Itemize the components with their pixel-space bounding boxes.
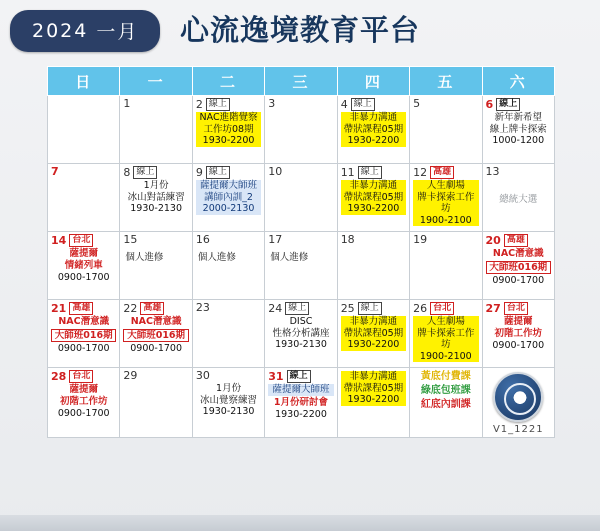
calendar-event[interactable] — [486, 248, 551, 260]
calendar-day-cell[interactable] — [410, 96, 482, 164]
event-line: 薩提爾 — [504, 316, 533, 327]
calendar-event[interactable] — [486, 275, 551, 287]
event-line: DISC — [289, 316, 313, 327]
event-line: 1900-2100 — [419, 350, 472, 362]
event-line: 個人進修 — [270, 252, 309, 263]
calendar-event[interactable] — [413, 180, 478, 226]
calendar-event[interactable] — [341, 180, 406, 215]
event-line: 性格分析講座 — [272, 327, 330, 339]
calendar-event[interactable] — [486, 340, 551, 352]
calendar-day-cell[interactable] — [337, 164, 409, 232]
calendar-event[interactable] — [123, 180, 188, 215]
event-line: NAC進階覺察 — [199, 112, 258, 123]
calendar-event[interactable] — [268, 316, 333, 351]
calendar-day-cell[interactable] — [265, 96, 337, 164]
event-line: 1930-2200 — [347, 203, 400, 214]
day-number — [268, 370, 333, 383]
calendar-day-cell[interactable] — [48, 96, 120, 164]
day-number-text: 3 — [268, 97, 276, 110]
event-line: 新年新希望 — [494, 112, 543, 123]
day-number — [123, 302, 188, 315]
day-tag-badge: 線上 — [285, 302, 309, 315]
calendar-day-cell[interactable] — [410, 368, 482, 438]
calendar-event[interactable] — [413, 316, 478, 362]
day-number-text: 8 — [123, 165, 131, 179]
day-number-text: 20 — [485, 233, 501, 247]
day-number-text: 5 — [413, 97, 421, 110]
event-line: 個人進修 — [125, 252, 164, 263]
weekday-mon: 一 — [120, 67, 192, 96]
day-number-text: 29 — [123, 369, 138, 382]
calendar-week-row — [48, 368, 555, 438]
day-number-text: 6 — [485, 97, 494, 111]
version-code: V1_1221 — [492, 424, 544, 435]
event-line: 0900-1700 — [492, 275, 545, 286]
event-line: 0900-1700 — [130, 343, 183, 354]
calendar-event[interactable] — [51, 384, 116, 407]
day-number — [51, 370, 116, 383]
event-line: 個人進修 — [197, 252, 236, 263]
event-line: 人生劇場 — [426, 316, 465, 327]
day-tag-badge: 台北 — [504, 302, 528, 315]
event-line: 1月份 — [143, 180, 169, 191]
event-line: 帶狀課程05期 — [343, 382, 404, 394]
calendar-day-cell[interactable] — [48, 232, 120, 300]
calendar-day-cell[interactable] — [265, 232, 337, 300]
day-number — [51, 234, 116, 247]
event-line: 冰山對話練習 — [127, 191, 185, 203]
event-line: 線上牌卡探索 — [489, 123, 547, 135]
event-line: 0900-1700 — [57, 272, 110, 283]
day-tag-badge: 高雄 — [140, 302, 164, 315]
event-line: 0900-1700 — [57, 408, 110, 419]
calendar-event[interactable] — [341, 112, 406, 147]
event-line: 帶狀課程05期 — [343, 191, 404, 203]
calendar-day-cell[interactable] — [192, 368, 264, 438]
day-tag-badge: 線上 — [358, 166, 382, 179]
month-label: 一月 — [96, 21, 139, 43]
calendar-event[interactable] — [51, 329, 116, 343]
calendar-event[interactable] — [268, 384, 333, 396]
calendar-day-cell[interactable] — [120, 300, 192, 368]
day-number — [413, 98, 478, 110]
calendar-event[interactable] — [123, 316, 188, 328]
event-line: 非暴力溝通 — [349, 180, 398, 191]
calendar-event[interactable] — [341, 316, 406, 351]
day-number-text: 10 — [268, 165, 283, 178]
calendar-week-row — [48, 300, 555, 368]
day-number — [486, 302, 551, 315]
event-line: 非暴力溝通 — [349, 112, 398, 123]
calendar-event[interactable] — [341, 371, 406, 406]
event-line: 帶狀課程05期 — [343, 123, 404, 135]
day-tag-badge: 高雄 — [504, 234, 528, 247]
day-number-text: 14 — [51, 233, 67, 247]
calendar-day-cell[interactable] — [410, 164, 482, 232]
event-line: 薩提爾 — [69, 248, 98, 259]
calendar-event[interactable] — [51, 272, 116, 284]
day-number-text: 31 — [268, 369, 284, 383]
day-tag-badge: 線上 — [496, 98, 520, 111]
calendar-week-row — [48, 164, 555, 232]
event-line: 1930-2130 — [275, 339, 327, 350]
event-line: 非暴力溝通 — [349, 316, 398, 327]
calendar-day-cell[interactable] — [265, 300, 337, 368]
calendar-event[interactable] — [486, 112, 551, 147]
day-number-text: 30 — [195, 369, 210, 382]
calendar-event[interactable] — [51, 408, 116, 420]
day-tag-badge: 線上 — [287, 370, 311, 383]
calendar-day-cell[interactable] — [192, 232, 264, 300]
calendar-event[interactable] — [51, 248, 116, 271]
event-line: 講師內訓_2 — [204, 191, 253, 203]
event-line: 1930-2200 — [347, 394, 400, 405]
day-number — [123, 234, 188, 246]
calendar-event[interactable] — [196, 252, 261, 264]
day-number-text: 22 — [123, 301, 138, 315]
event-line: 人生劇場 — [426, 180, 465, 191]
day-tag-badge: 台北 — [69, 370, 93, 383]
event-line: 0900-1700 — [492, 340, 545, 351]
event-line: 1930-2200 — [275, 409, 327, 420]
event-line: 1930-2130 — [202, 406, 255, 417]
calendar-day-cell[interactable] — [410, 232, 482, 300]
day-number-text: 23 — [195, 301, 210, 314]
day-number — [413, 166, 478, 179]
calendar-day-cell[interactable] — [482, 96, 554, 164]
calendar-day-cell[interactable] — [48, 164, 120, 232]
calendar-week-row — [48, 232, 555, 300]
calendar-day-cell[interactable] — [120, 232, 192, 300]
calendar-event[interactable] — [51, 343, 116, 355]
calendar-day-cell[interactable] — [337, 232, 409, 300]
calendar-table — [47, 66, 555, 438]
day-number — [341, 98, 406, 111]
day-number — [196, 302, 261, 314]
event-line: 1930-2200 — [202, 135, 255, 146]
day-tag-badge: 線上 — [206, 166, 230, 179]
event-line: 總統大選 — [499, 194, 538, 205]
day-number-text: 24 — [268, 301, 283, 315]
event-line: 1930-2200 — [347, 339, 400, 350]
day-number-text: 27 — [485, 301, 501, 315]
calendar-day-cell[interactable] — [120, 96, 192, 164]
calendar-day-cell[interactable] — [337, 300, 409, 368]
event-line: 2000-2130 — [202, 203, 255, 214]
weekday-header-row — [48, 67, 555, 96]
year-label: 2024 — [32, 19, 89, 42]
legend-group: 綠底包班課 — [420, 385, 471, 396]
day-number-text: 12 — [413, 165, 428, 179]
event-line: 1月份研討會 — [273, 396, 329, 408]
calendar-day-cell[interactable] — [120, 164, 192, 232]
day-number — [268, 302, 333, 315]
calendar-event[interactable] — [51, 316, 116, 328]
weekday-sat: 六 — [482, 67, 554, 96]
event-line: 情緒列車 — [64, 259, 103, 271]
day-number-text: 4 — [340, 97, 348, 111]
calendar-day-cell[interactable] — [482, 164, 554, 232]
event-line: 薩提爾 — [69, 384, 98, 395]
calendar-event[interactable] — [123, 329, 188, 343]
event-line: 非暴力溝通 — [349, 371, 398, 382]
day-number-text: 26 — [413, 301, 428, 315]
calendar-event[interactable] — [196, 180, 261, 215]
day-number — [341, 234, 406, 246]
day-number — [268, 98, 333, 110]
calendar-day-cell[interactable] — [192, 96, 264, 164]
day-tag-badge: 高雄 — [69, 302, 93, 315]
day-number-text: 7 — [51, 165, 59, 178]
event-line: 工作坊08期 — [203, 123, 254, 135]
day-tag-badge: 線上 — [133, 166, 157, 179]
day-tag-badge: 台北 — [69, 234, 93, 247]
calendar-day-cell[interactable] — [265, 368, 337, 438]
day-tag-badge: 線上 — [206, 98, 230, 111]
day-number-text: 19 — [413, 233, 428, 246]
day-number — [196, 166, 261, 179]
day-tag-badge: 線上 — [358, 302, 382, 315]
event-line: 牌卡探索工作坊 — [417, 191, 475, 214]
event-line: 1900-2100 — [419, 214, 472, 226]
day-number — [268, 166, 333, 178]
event-line: 初階工作坊 — [494, 327, 543, 339]
calendar-event[interactable] — [268, 252, 333, 264]
calendar-event[interactable] — [268, 397, 333, 409]
event-line: 薩提爾大師班 — [200, 180, 258, 191]
calendar-event[interactable] — [268, 409, 333, 421]
calendar-day-cell[interactable] — [410, 300, 482, 368]
weekday-tue: 二 — [192, 67, 264, 96]
calendar-event[interactable] — [486, 194, 551, 206]
calendar-event[interactable] — [486, 316, 551, 339]
day-number — [51, 166, 116, 178]
calendar-day-cell[interactable] — [48, 368, 120, 438]
event-line: 1月份 — [216, 383, 242, 394]
calendar-body — [48, 96, 555, 438]
day-number — [123, 98, 188, 110]
legend-internal: 紅底內訓課 — [420, 399, 471, 410]
day-number-text: 18 — [340, 233, 355, 246]
day-number — [196, 98, 261, 111]
legend-paid: 黃底付費課 — [420, 371, 471, 382]
day-number — [341, 166, 406, 179]
day-tag-badge: 高雄 — [430, 166, 454, 179]
page-header — [0, 0, 600, 58]
event-line: NAC潛意識 — [58, 316, 110, 327]
event-line: NAC潛意識 — [492, 248, 544, 259]
calendar-day-cell[interactable] — [192, 164, 264, 232]
organization-seal-icon — [493, 372, 543, 422]
calendar-day-cell[interactable] — [120, 368, 192, 438]
day-number — [196, 234, 261, 246]
event-line: 1000-1200 — [492, 135, 545, 146]
calendar-day-cell[interactable] — [337, 96, 409, 164]
day-number — [486, 98, 551, 111]
day-number — [268, 234, 333, 246]
day-number-text: 17 — [268, 233, 283, 246]
day-number — [341, 302, 406, 315]
calendar-event[interactable] — [123, 343, 188, 355]
event-line: 1930-2200 — [347, 135, 400, 146]
page-title: 心流逸境教育平台 — [179, 13, 420, 47]
event-line: NAC潛意識 — [130, 316, 182, 327]
day-number-text: 11 — [340, 165, 355, 179]
calendar-day-cell[interactable] — [337, 368, 409, 438]
legend-note — [413, 370, 478, 412]
day-number-text: 2 — [195, 97, 203, 111]
day-number — [413, 302, 478, 315]
day-number — [51, 302, 116, 315]
event-line: 大師班016期 — [127, 329, 186, 341]
event-line: 1930-2130 — [130, 203, 183, 214]
calendar-day-cell[interactable] — [482, 232, 554, 300]
day-number-text: 28 — [51, 369, 67, 383]
day-number — [123, 166, 188, 179]
weekday-sun: 日 — [48, 67, 120, 96]
day-number — [196, 370, 261, 382]
day-number-text: 1 — [123, 97, 131, 110]
event-line: 初階工作坊 — [59, 395, 108, 407]
event-line: 大師班016期 — [489, 261, 548, 273]
day-tag-badge: 線上 — [351, 98, 375, 111]
day-number-text: 16 — [195, 233, 210, 246]
calendar-week-row — [48, 96, 555, 164]
calendar-event[interactable] — [486, 261, 551, 275]
calendar-event[interactable] — [196, 383, 261, 418]
day-number-text: 21 — [51, 301, 67, 315]
calendar-day-cell[interactable] — [48, 300, 120, 368]
bottom-bar — [0, 515, 600, 531]
weekday-wed: 三 — [265, 67, 337, 96]
calendar-day-cell[interactable] — [192, 300, 264, 368]
day-number-text: 9 — [195, 165, 203, 179]
day-number — [413, 234, 478, 246]
calendar-day-cell[interactable] — [265, 164, 337, 232]
day-number — [486, 166, 551, 178]
day-number — [486, 234, 551, 247]
event-line: 大師班016期 — [54, 329, 113, 341]
weekday-fri: 五 — [410, 67, 482, 96]
day-number — [123, 370, 188, 382]
calendar-day-cell[interactable] — [482, 300, 554, 368]
calendar-event[interactable] — [123, 252, 188, 264]
calendar-event[interactable] — [196, 112, 261, 147]
day-tag-badge: 台北 — [430, 302, 454, 315]
weekday-thu: 四 — [337, 67, 409, 96]
day-number-text: 25 — [340, 301, 355, 315]
event-line: 薩提爾大師班 — [272, 384, 330, 395]
event-line: 0900-1700 — [57, 343, 110, 354]
calendar-day-cell[interactable] — [482, 368, 554, 438]
event-line: 帶狀課程05期 — [343, 327, 404, 339]
day-number-text: 15 — [123, 233, 138, 246]
day-number-text: 13 — [485, 165, 500, 178]
event-line: 冰山覺察練習 — [200, 394, 258, 406]
event-line: 牌卡探索工作坊 — [417, 327, 475, 350]
